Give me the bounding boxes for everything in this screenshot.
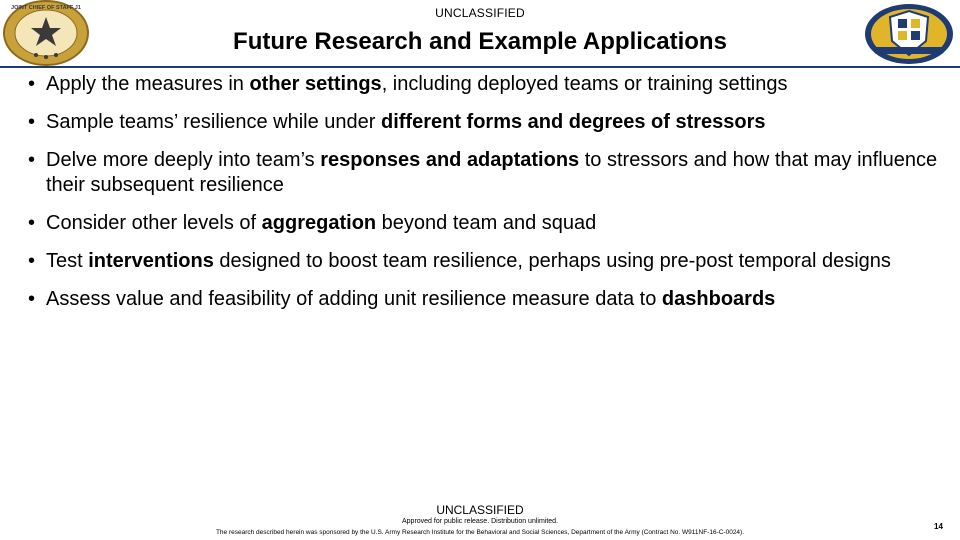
bullet-text: Consider other levels of <box>46 212 262 234</box>
bullet-marker: • <box>28 73 36 95</box>
bullet-text: Delve more deeply into team’s <box>46 149 321 171</box>
bullet-emphasis: other settings <box>249 73 382 95</box>
sponsor-statement: The research described herein was sponsored by the U.S. Army Research Institute for the Behavioral and Social Sciences, Department of the Army (Contract No. W911NF-16-C-0024). <box>215 529 745 536</box>
bullet-emphasis: different forms and degrees of stressors <box>380 111 766 133</box>
bullet-marker: • <box>28 149 36 171</box>
page-number: 14 <box>934 522 943 531</box>
bullet-emphasis: dashboards <box>661 288 776 310</box>
bullet-marker: • <box>28 111 36 133</box>
bullet-item <box>28 211 948 236</box>
bullet-item <box>28 287 948 312</box>
bullet-marker: • <box>28 250 36 272</box>
bullet-text: beyond team and squad <box>376 212 597 234</box>
bullet-item <box>28 110 948 135</box>
bullet-item <box>28 148 948 198</box>
bullet-emphasis: aggregation <box>261 212 377 234</box>
bullet-list <box>28 72 948 325</box>
bullet-marker: • <box>28 212 36 234</box>
bullet-emphasis: interventions <box>88 250 214 272</box>
page-title: Future Research and Example Applications <box>233 28 727 55</box>
bullet-text: Apply the measures in <box>46 73 250 95</box>
classification-banner-top: UNCLASSIFIED <box>435 6 525 20</box>
bullet-item <box>28 72 948 97</box>
release-statement: Approved for public release. Distribution unlimited. <box>401 518 559 525</box>
classification-banner-bottom: UNCLASSIFIED <box>436 503 524 517</box>
seal-ring-text: JOINT CHIEF OF STAFF J1 <box>11 5 81 11</box>
army-research-institute-crest-icon <box>862 3 956 65</box>
bullet-item <box>28 249 948 274</box>
bullet-text: to stressors and how that may influence their subsequent resilience <box>46 149 938 196</box>
bullet-text: designed to boost team resilience, perhaps using pre-post temporal designs <box>213 250 891 272</box>
bullet-text: Test <box>46 250 89 272</box>
title-divider <box>0 66 960 68</box>
bullet-marker: • <box>28 288 36 310</box>
bullet-emphasis: responses and adaptations <box>320 149 580 171</box>
bullet-text: Sample teams’ resilience while under <box>46 111 381 133</box>
bullet-text: Assess value and feasibility of adding unit resilience measure data to <box>46 288 662 310</box>
bullet-text: , including deployed teams or training settings <box>381 73 788 95</box>
